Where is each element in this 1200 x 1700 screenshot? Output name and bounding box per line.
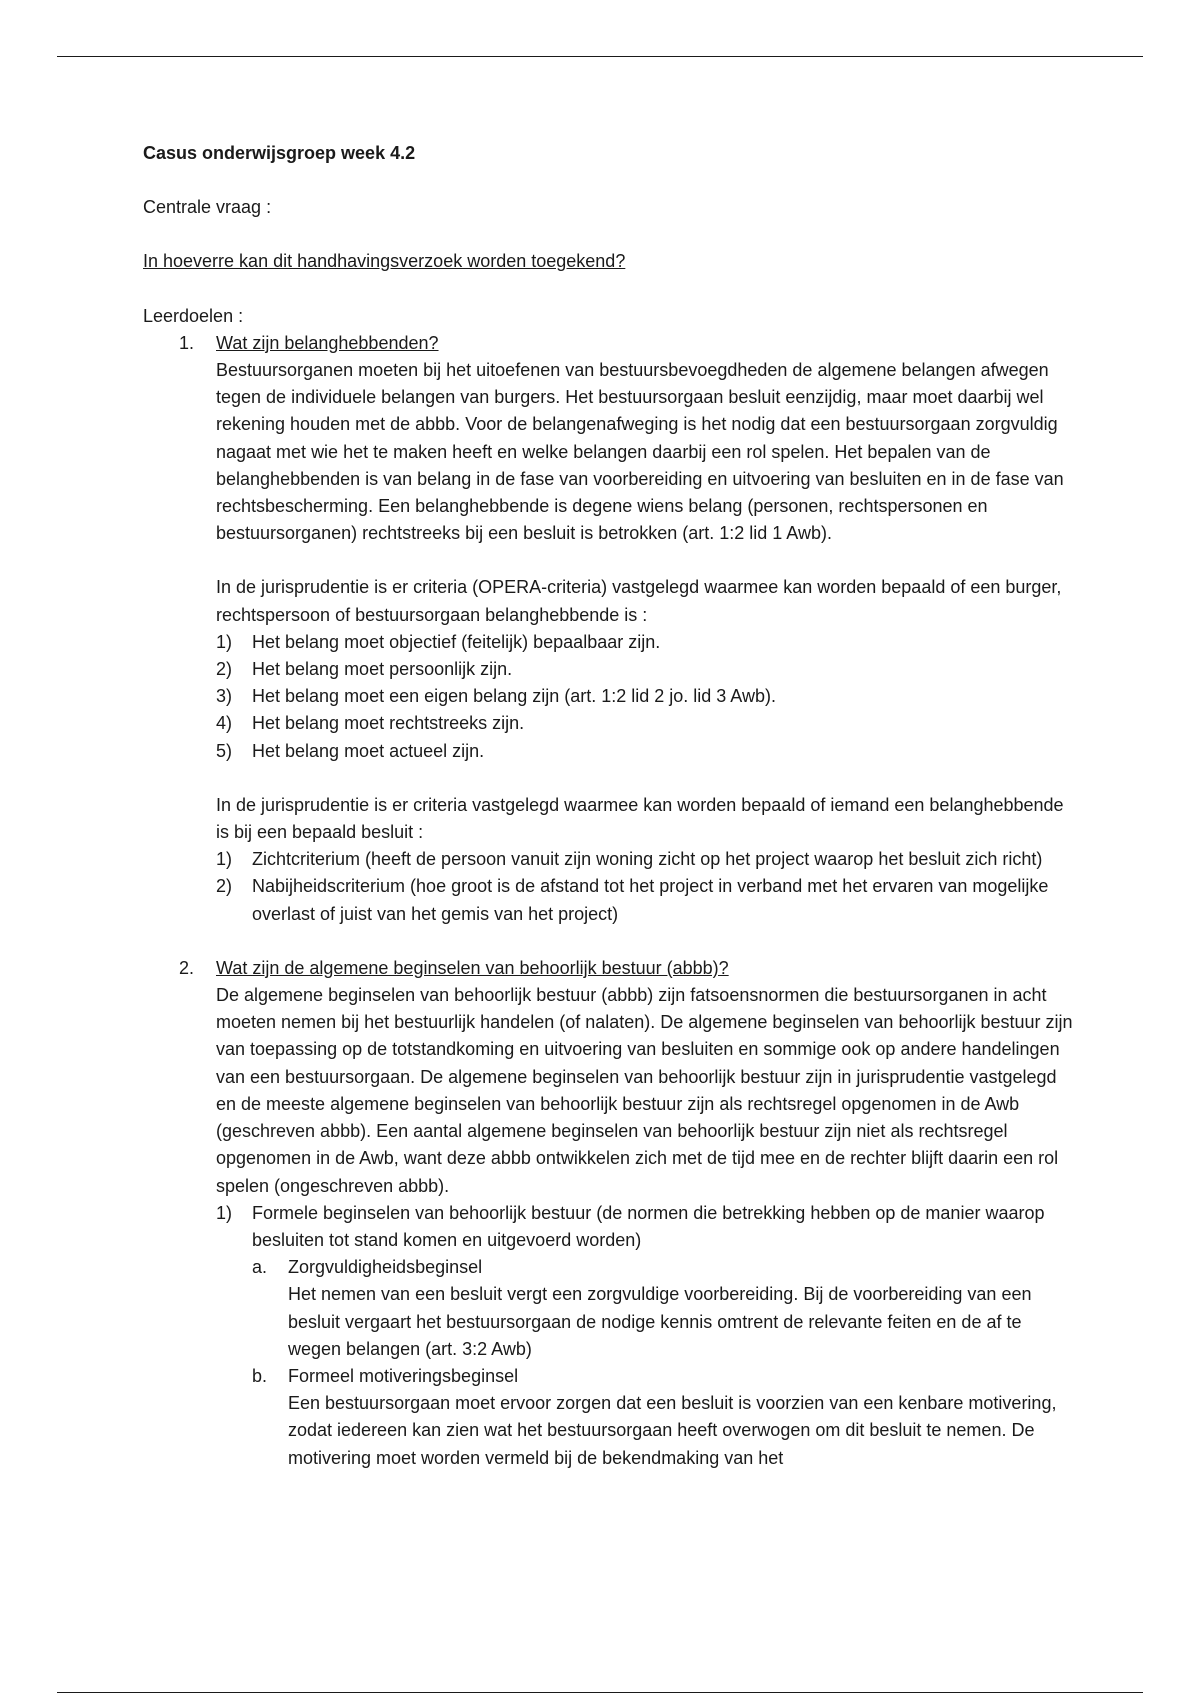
- formal-principles-list: [143, 1254, 1073, 1472]
- central-question-label: Centrale vraag :: [143, 197, 272, 218]
- list-number: 3): [216, 686, 233, 707]
- list-item: [252, 1363, 1073, 1472]
- list-item: [216, 683, 1073, 710]
- list-number: 1): [216, 849, 233, 870]
- list-number: 2): [216, 876, 233, 897]
- list-number: 1): [216, 631, 233, 652]
- goal-1-title: Wat zijn belanghebbenden?: [216, 332, 439, 353]
- list-number: 5): [216, 740, 233, 761]
- document-title: Casus onderwijsgroep week 4.2: [143, 143, 416, 163]
- document-body: [143, 140, 1073, 1472]
- list-item: [252, 1254, 1073, 1363]
- goal-2-title: Wat zijn de algemene beginselen van behoorlijk bestuur (abbb)?: [216, 957, 729, 978]
- list-text: Het belang moet een eigen belang zijn (art. 1:2 lid 2 jo. lid 3 Awb).: [252, 686, 776, 707]
- goal-1-paragraph-1: Bestuursorganen moeten bij het uitoefenen van bestuursbevoegdheden de algemene belangen afwegen tegen de individuele belangen van burgers. Het bestuursorgaan besluit eenzijdig, maar moet daarbij wel rekening houden met de abbb. Voor de belangenafweging is het nodig dat een bestuursorgaan zorgvuldig nagaat met wie het te maken heeft en welke belangen daarbij een rol spelen. Het bepalen van de belanghebbenden is van belang in de fase van voorbereiding en uitvoering van besluiten en in de fase van rechtsbescherming. Een belanghebbende is degene wiens belang (personen, rechtspersonen en bestuursorganen) rechtstreeks bij een besluit is betrokken (art. 1:2 lid 1 Awb).: [216, 360, 1064, 544]
- list-text: Formele beginselen van behoorlijk bestuur (de normen die betrekking hebben op de manier waarop besluiten tot stand komen en uitgevoerd worden): [252, 1202, 1045, 1250]
- goal-1-number: 1.: [179, 332, 195, 353]
- central-question: In hoeverre kan dit handhavingsverzoek worden toegekend?: [143, 251, 626, 272]
- list-text: Het belang moet objectief (feitelijk) bepaalbaar zijn.: [252, 631, 661, 652]
- principle-text: Een bestuursorgaan moet ervoor zorgen dat een besluit is voorzien van een kenbare motivering, zodat iedereen kan zien wat het bestuursorgaan heeft overwogen om dit besluit te nemen. De motivering moet worden vermeld bij de bekendmaking van het: [288, 1393, 1057, 1468]
- list-item: [216, 1200, 1073, 1254]
- list-letter: a.: [252, 1257, 268, 1278]
- list-item: [216, 710, 1073, 737]
- list-text: Het belang moet actueel zijn.: [252, 740, 485, 761]
- goal-2-heading: [143, 955, 1073, 982]
- list-number: 4): [216, 713, 233, 734]
- list-item: [216, 738, 1073, 765]
- list-item: [216, 846, 1073, 873]
- list-text: Zichtcriterium (heeft de persoon vanuit zijn woning zicht op het project waarop het besluit zich richt): [252, 849, 1043, 870]
- learning-goals-label: Leerdoelen :: [143, 305, 244, 326]
- header-rule: [57, 56, 1143, 57]
- list-item: [216, 629, 1073, 656]
- goal-1-paragraph-3: In de jurisprudentie is er criteria vastgelegd waarmee kan worden bepaald of iemand een belanghebbende is bij een bepaald besluit :: [216, 794, 1064, 843]
- goal-1-heading: [143, 330, 1073, 357]
- list-number: 2): [216, 659, 233, 680]
- list-item: [216, 873, 1073, 927]
- principle-title: Formeel motiveringsbeginsel: [288, 1365, 519, 1386]
- list-text: Nabijheidscriterium (hoe groot is de afstand tot het project in verband met het ervaren van mogelijke overlast of juist van het gemis van het project): [252, 876, 1049, 924]
- list-item: [216, 656, 1073, 683]
- list-text: Het belang moet rechtstreeks zijn.: [252, 713, 525, 734]
- principle-title: Zorgvuldigheidsbeginsel: [288, 1257, 483, 1278]
- list-letter: b.: [252, 1365, 268, 1386]
- principle-text: Het nemen van een besluit vergt een zorgvuldige voorbereiding. Bij de voorbereiding van een besluit vergaart het bestuursorgaan de nodige kennis omtrent de relevante feiten en de af te wegen belangen (art. 3:2 Awb): [288, 1284, 1032, 1359]
- footer-rule: [57, 1692, 1143, 1693]
- proximity-criteria-list: [143, 846, 1073, 928]
- goal-2-number: 2.: [179, 957, 195, 978]
- goal-1-paragraph-2: In de jurisprudentie is er criteria (OPERA-criteria) vastgelegd waarmee kan worden bepaald of een burger, rechtspersoon of bestuursorgaan belanghebbende is :: [216, 577, 1062, 625]
- list-text: Het belang moet persoonlijk zijn.: [252, 659, 513, 680]
- abbb-list: [143, 1200, 1073, 1254]
- goal-2-paragraph-1: De algemene beginselen van behoorlijk bestuur (abbb) zijn fatsoensnormen die bestuursorganen in acht moeten nemen bij het bestuurlijk handelen (of nalaten). De algemene beginselen van behoorlijk bestuur zijn van toepassing op de totstandkoming en uitvoering van besluiten en sommige ook op andere handelingen van een bestuursorgaan. De algemene beginselen van behoorlijk bestuur zijn in jurisprudentie vastgelegd en de meeste algemene beginselen van behoorlijk bestuur zijn als rechtsregel opgenomen in de Awb (geschreven abbb). Een aantal algemene beginselen van behoorlijk bestuur zijn niet als rechtsregel opgenomen in de Awb, want deze abbb ontwikkelen zich met de tijd mee en de rechter blijft daarin een rol spelen (ongeschreven abbb).: [216, 985, 1073, 1196]
- opera-criteria-list: [143, 629, 1073, 765]
- list-number: 1): [216, 1202, 233, 1223]
